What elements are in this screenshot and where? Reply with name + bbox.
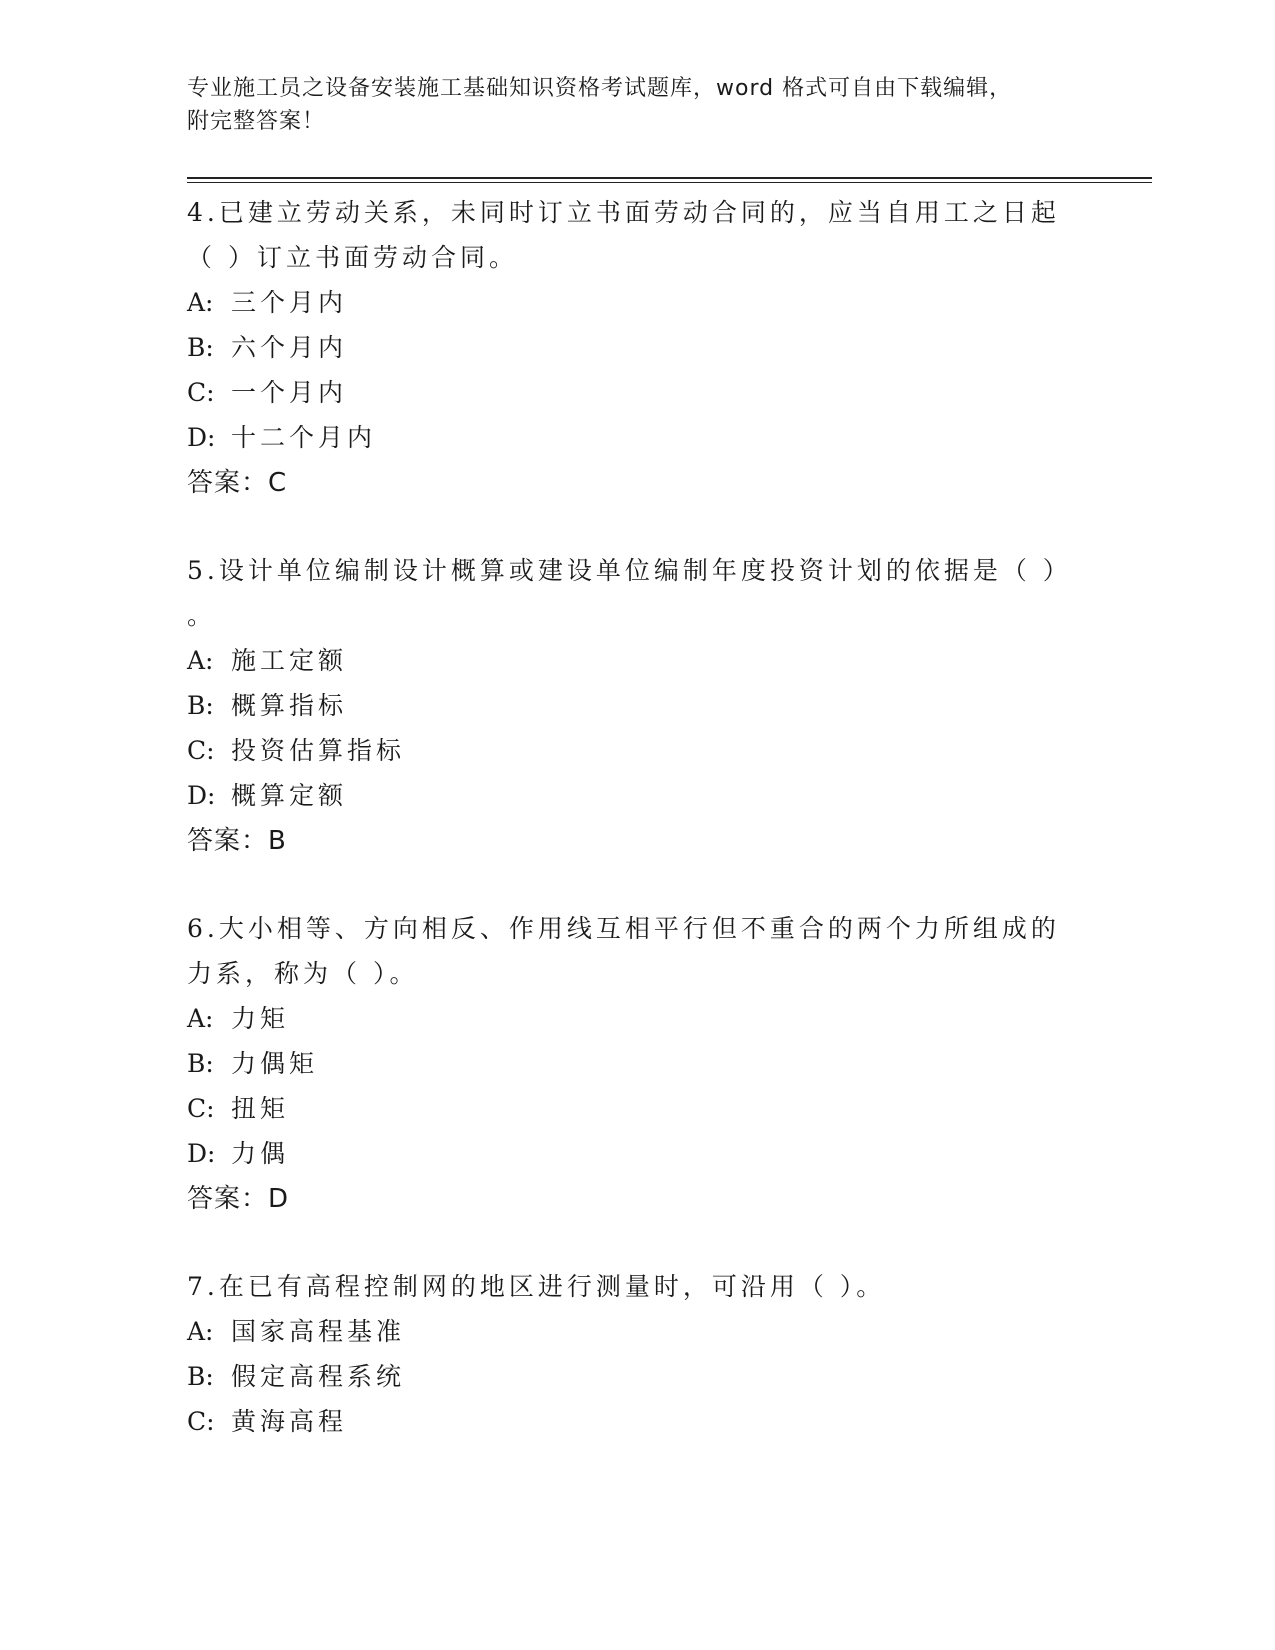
question-list <box>187 190 1072 1486</box>
question-stem-line: （ ）订立书面劳动合同。 <box>187 243 518 272</box>
option-text: 假定高程系统 <box>231 1362 406 1391</box>
option-c <box>187 1086 1067 1131</box>
option-b <box>187 325 1067 370</box>
option-a <box>187 1309 1067 1354</box>
question-stem-line: 。 <box>187 601 217 630</box>
header-line-2: 附完整答案！ <box>187 109 326 134</box>
option-text: 黄海高程 <box>231 1407 348 1436</box>
question-4 <box>187 190 1067 506</box>
question-stem-line: 7.在已有高程控制网的地区进行测量时，可沿用（ ）。 <box>187 1272 886 1301</box>
header-divider-thick <box>187 177 1152 179</box>
option-b <box>187 1041 1067 1086</box>
option-letter: A: <box>187 1317 214 1346</box>
option-letter: C: <box>187 378 215 407</box>
option-a <box>187 996 1067 1041</box>
option-d <box>187 773 1067 818</box>
option-letter: D: <box>187 1139 216 1168</box>
option-text: 力偶矩 <box>231 1049 319 1078</box>
option-letter: C: <box>187 1094 215 1123</box>
question-5 <box>187 548 1072 864</box>
option-d <box>187 1131 1067 1176</box>
option-letter: B: <box>187 1362 214 1391</box>
option-letter: B: <box>187 691 214 720</box>
option-letter: C: <box>187 1407 215 1436</box>
option-b <box>187 1354 1067 1399</box>
option-d <box>187 415 1067 460</box>
question-stem-line: 6.大小相等、方向相反、作用线互相平行但不重合的两个力所组成的 <box>187 914 1060 943</box>
option-letter: A: <box>187 646 214 675</box>
question-stem-line: 5.设计单位编制设计概算或建设单位编制年度投资计划的依据是（ ） <box>187 556 1072 585</box>
option-letter: A: <box>187 1004 214 1033</box>
option-c <box>187 370 1067 415</box>
question-7 <box>187 1264 1067 1444</box>
answer-line: 答案：B <box>187 826 287 856</box>
option-letter: C: <box>187 736 215 765</box>
header-line-1: 专业施工员之设备安装施工基础知识资格考试题库，word 格式可自由下载编辑， <box>187 76 1013 101</box>
option-letter: D: <box>187 781 216 810</box>
option-b <box>187 683 1067 728</box>
option-a <box>187 280 1067 325</box>
option-text: 概算定额 <box>231 781 348 810</box>
option-text: 概算指标 <box>231 691 348 720</box>
option-text: 扭矩 <box>231 1094 290 1123</box>
answer-line: 答案：C <box>187 468 288 498</box>
option-letter: D: <box>187 423 216 452</box>
option-letter: A: <box>187 288 214 317</box>
option-text: 施工定额 <box>231 646 348 675</box>
answer-line: 答案：D <box>187 1184 290 1214</box>
option-text: 三个月内 <box>231 288 348 317</box>
option-letter: B: <box>187 1049 214 1078</box>
header-divider-thin <box>187 182 1152 183</box>
option-text: 一个月内 <box>231 378 348 407</box>
question-stem-line: 力系，称为（ ）。 <box>187 959 419 988</box>
option-text: 六个月内 <box>231 333 348 362</box>
option-letter: B: <box>187 333 214 362</box>
option-text: 十二个月内 <box>231 423 377 452</box>
document-header <box>187 72 1087 138</box>
question-stem-line: 4.已建立劳动关系，未同时订立书面劳动合同的，应当自用工之日起 <box>187 198 1060 227</box>
option-c <box>187 1399 1067 1444</box>
option-text: 国家高程基准 <box>231 1317 406 1346</box>
option-text: 投资估算指标 <box>231 736 406 765</box>
option-text: 力矩 <box>231 1004 290 1033</box>
option-a <box>187 638 1067 683</box>
option-text: 力偶 <box>231 1139 290 1168</box>
option-c <box>187 728 1067 773</box>
question-6 <box>187 906 1067 1222</box>
